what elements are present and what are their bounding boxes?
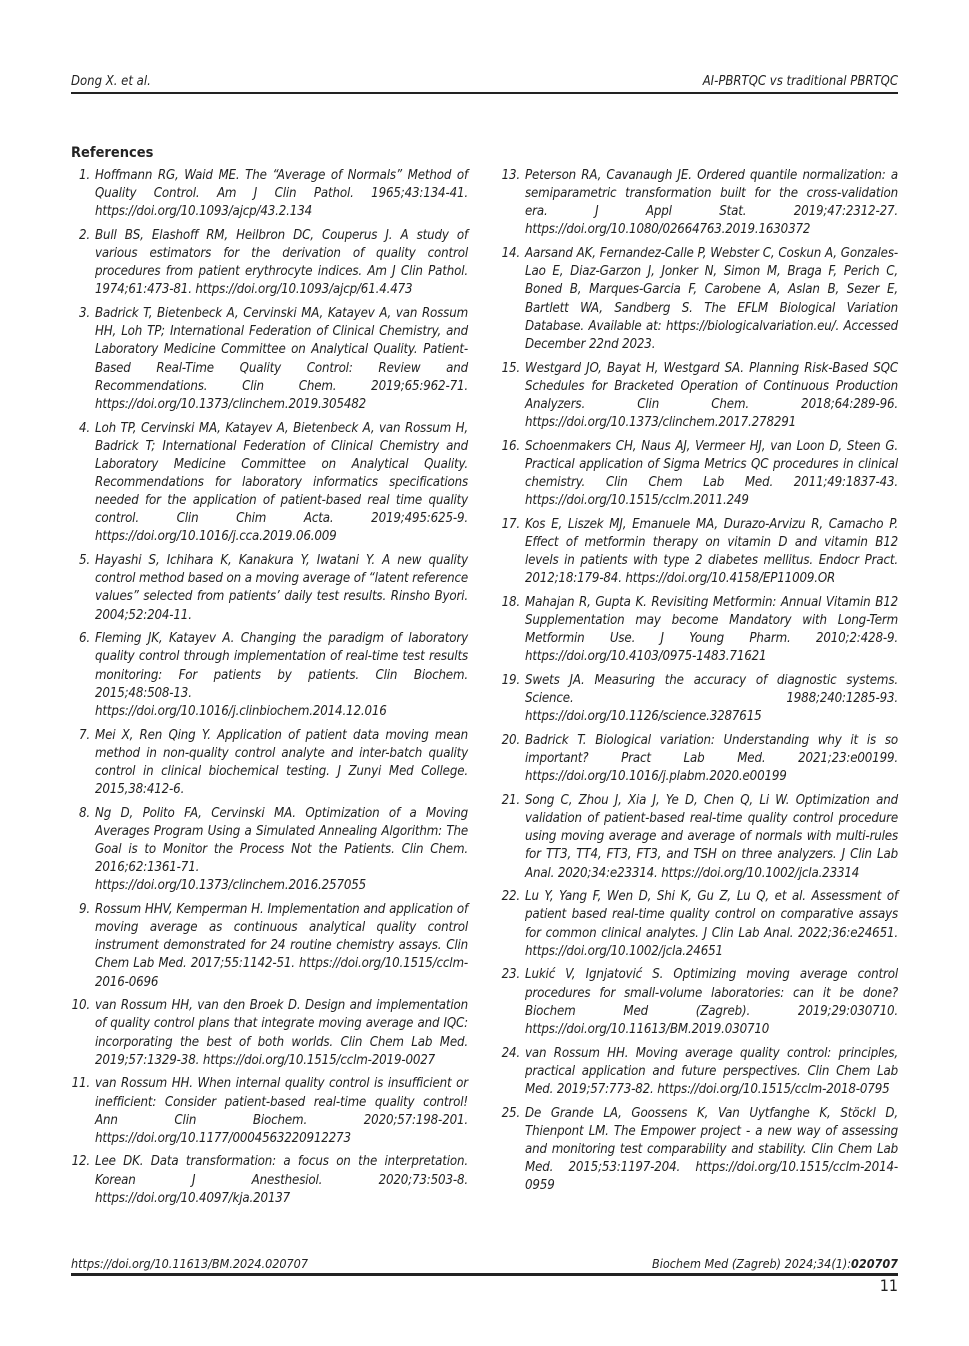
footer-citation — [652, 1256, 898, 1271]
reference-item — [500, 1045, 898, 1099]
footer-journal: Biochem Med (Zagreb) 2024;34(1): — [652, 1256, 852, 1271]
reference-text: Kos E, Liszek MJ, Emanuele MA, Durazo-Arvizu R, Camacho P. Effect of metformin therapy on vitamin D and vitamin B12 levels in patients with type 2 diabetes mellitus. Endocr Pract. 2012;18:179-84. https://doi.org/10.4158/EP11009.OR — [525, 516, 898, 587]
reference-item — [70, 227, 468, 300]
reference-number: 18. — [501, 594, 520, 610]
reference-number: 10. — [71, 998, 90, 1014]
reference-number: 7. — [78, 727, 90, 743]
reference-text: Westgard JO, Bayat H, Westgard SA. Planning Risk-Based SQC Schedules for Bracketed Operation of Continuous Production Analyzers. Clin Chem. 2018;64:289-96. https://doi.org/10.1373/clinchem.2017.278291 — [525, 360, 898, 431]
reference-item — [70, 305, 468, 414]
reference-item — [500, 732, 898, 786]
footer-doi[interactable]: https://doi.org/10.11613/BM.2024.020707 — [71, 1256, 308, 1271]
reference-item — [70, 552, 468, 625]
footer-article-number: 020707 — [851, 1256, 898, 1271]
reference-text: van Rossum HH, van den Broek D. Design and implementation of quality control plans that integrate moving average and IQC: incorporating the best of both worlds. Clin Chem Lab Med. 2019;57:1329-38. https://doi.org/10.1515/cclm-2019-0027 — [95, 998, 468, 1068]
running-header — [71, 72, 898, 94]
reference-number: 23. — [501, 967, 520, 983]
reference-number: 25. — [501, 1105, 520, 1121]
reference-number: 11. — [71, 1076, 90, 1092]
reference-text: Badrick T. Biological variation: Understanding why it is so important? Pract Lab Med. 2021;23:e00199. https://doi.org/10.1016/j.plabm.2020.e00199 — [525, 733, 898, 785]
reference-item — [500, 516, 898, 589]
reference-text: Hayashi S, Ichihara K, Kanakura Y, Iwatani Y. A new quality control method based on a moving average of “latent reference values” selected from patients’ daily test results. Rinsho Byori. 2004;52:204-11. — [95, 553, 468, 623]
reference-number: 4. — [78, 420, 90, 436]
reference-text: Ng D, Polito FA, Cervinski MA. Optimization of a Moving Averages Program Using a Simulated Annealing Algorithm: The Goal is to Monitor the Process Not the Patients. Clin Chem. 2016;62:1361-71. https://doi.org/10.1373/clinchem.2016.257055 — [95, 805, 468, 894]
reference-number: 17. — [501, 516, 520, 532]
reference-text: Badrick T, Bietenbeck A, Cervinski MA, Katayev A, van Rossum HH, Loh TP; International Federation of Clinical Chemistry, and Laboratory Medicine Committee on Analytical Quality. Patient-Based Real-Time Quality Control: Review and Recommendations. Clin Chem. 2019;65:962-71. https://doi.org/10.1373/clinchem.2019.305482 — [95, 306, 468, 412]
reference-text: Lukić V, Ignjatović S. Optimizing moving average control procedures for small-volume laboratories: can it be done? Biochem Med (Zagreb). 2019;29:030710. https://doi.org/10.11613/BM.2019.030710 — [525, 967, 898, 1037]
reference-item — [500, 594, 898, 667]
reference-item — [70, 727, 468, 800]
reference-number: 14. — [501, 246, 520, 262]
reference-text: van Rossum HH. When internal quality control is insufficient or inefficient: Consider patient-based real-time quality control! Ann Clin Biochem. 2020;57:198-201. https://doi.org/10.1177/0004563220912273 — [95, 1076, 468, 1146]
reference-text: Song C, Zhou J, Xia J, Ye D, Chen Q, Li W. Optimization and validation of patient-based real-time quality control procedure using moving average and average of normals with multi-rules for TT3, TT4, FT3, FT3, and TSH on three analyzers. J Clin Lab Anal. 2020;34:e23314. https://doi.org/10.1002/jcla.23314 — [525, 793, 898, 881]
reference-text: Schoenmakers CH, Naus AJ, Vermeer HJ, van Loon D, Steen G. Practical application of Sigma Metrics QC procedures in clinical chemistry. Clin Chem Lab Med. 2011;49:1837-43. https://doi.org/10.1515/cclm.2011.249 — [525, 438, 898, 509]
reference-item — [500, 438, 898, 511]
section-title: References — [71, 145, 154, 161]
reference-text: Rossum HHV, Kemperman H. Implementation and application of moving average as continuous analytical quality control instrument demonstrated for 24 routine chemistry assays. Clin Chem Lab Med. 2017;55:1142-51. https://doi.org/10.1515/cclm-2016-0696 — [95, 901, 468, 990]
reference-text: Lu Y, Yang F, Wen D, Shi K, Gu Z, Lu Q, et al. Assessment of patient based real-time quality control on comparative assays for common clinical analytes. J Clin Lab Anal. 2022;36:e24651. https://doi.org/10.1002/jcla.24651 — [525, 889, 898, 959]
reference-text: Bull BS, Elashoff RM, Heilbron DC, Couperus J. A study of various estimators for the derivation of quality control procedures from patient erythrocyte indices. Am J Clin Pathol. 1974;61:473-81. https://doi.org/10.1093/ajcp/61.4.473 — [95, 227, 468, 298]
header-short-title: AI-PBRTQC vs traditional PBRTQC — [702, 74, 898, 89]
reference-item — [500, 792, 898, 883]
reference-number: 6. — [78, 631, 90, 647]
reference-text: Aarsand AK, Fernandez-Calle P, Webster C, Coskun A, Gonzales-Lao E, Diaz-Garzon J, Jonker N, Simon M, Braga F, Perich C, Boned B, Marques-Garcia F, Carobene A, Aslan B, Sezer E, Bartlett WA, Sandberg S. The EFLM Biological Variation Database. Available at: https://biologicalvariation.eu/. Accessed December 22nd 2023. — [525, 246, 898, 352]
reference-item — [500, 672, 898, 726]
reference-item — [500, 966, 898, 1039]
reference-item — [70, 901, 468, 992]
reference-text: Swets JA. Measuring the accuracy of diagnostic systems. Science. 1988;240:1285-93. https://doi.org/10.1126/science.3287615 — [525, 673, 898, 725]
references-column-right — [500, 167, 898, 1201]
reference-item — [70, 805, 468, 896]
reference-number: 2. — [78, 227, 90, 243]
reference-number: 16. — [501, 438, 520, 454]
reference-item — [70, 1075, 468, 1148]
reference-number: 9. — [78, 901, 90, 917]
reference-item — [70, 420, 468, 547]
reference-item — [500, 1105, 898, 1196]
reference-item — [500, 167, 898, 240]
page-number: 11 — [879, 1276, 898, 1295]
reference-number: 19. — [501, 673, 520, 689]
reference-item — [70, 167, 468, 221]
reference-text: De Grande LA, Goossens K, Van Uytfanghe K, Stöckl D, Thienpont LM. The Empower project - a new way of assessing and monitoring test comparability and stability. Clin Chem Lab Med. 2015;53:1197-204. https://doi.org/10.1515/cclm-2014-0959 — [525, 1105, 898, 1194]
reference-text: Loh TP, Cervinski MA, Katayev A, Bietenbeck A, van Rossum H, Badrick T; International Federation of Clinical Chemistry and Laboratory Medicine Committee on Analytical Quality. Recommendations for laboratory informatics specifications needed for the application of patient-based real time quality control. Clin Chim Acta. 2019;495:625-9. https://doi.org/10.1016/j.cca.2019.06.009 — [95, 420, 468, 545]
reference-number: 5. — [78, 553, 90, 569]
reference-text: Peterson RA, Cavanaugh JE. Ordered quantile normalization: a semiparametric transformation built for the cross-validation era. J Appl Stat. 2019;47:2312-27. https://doi.org/10.1080/02664763.2019.1630372 — [525, 168, 898, 238]
reference-item — [500, 245, 898, 354]
reference-item — [70, 997, 468, 1070]
reference-text: Hoffmann RG, Waid ME. The “Average of Normals” Method of Quality Control. Am J Clin Pathol. 1965;43:134-41. https://doi.org/10.1093/ajcp/43.2.134 — [95, 168, 468, 220]
reference-number: 1. — [78, 168, 90, 183]
reference-number: 12. — [71, 1154, 90, 1170]
header-authors: Dong X. et al. — [71, 74, 151, 89]
reference-item — [500, 360, 898, 433]
reference-text: Mahajan R, Gupta K. Revisiting Metformin: Annual Vitamin B12 Supplementation may become Mandatory with Long-Term Metformin Use. J Young Pharm. 2010;2:428-9. https://doi.org/10.4103/0975-1483.71621 — [525, 594, 898, 665]
reference-text: Fleming JK, Katayev A. Changing the paradigm of laboratory quality control through implementation of real-time test results monitoring: For patients by patients. Clin Biochem. 2015;48:508-13. https://doi.org/10.1016/j.clinbiochem.2014.12.016 — [95, 631, 468, 719]
reference-item — [70, 630, 468, 721]
reference-item — [70, 1153, 468, 1207]
reference-number: 3. — [78, 306, 90, 322]
reference-number: 24. — [501, 1045, 520, 1061]
reference-number: 22. — [501, 889, 520, 905]
reference-number: 8. — [78, 805, 90, 821]
reference-number: 20. — [501, 733, 520, 749]
reference-text: Lee DK. Data transformation: a focus on the interpretation. Korean J Anesthesiol. 2020;73:503-8. https://doi.org/10.4097/kja.20137 — [95, 1154, 468, 1206]
reference-text: van Rossum HH. Moving average quality control: principles, practical application and future perspectives. Clin Chem Lab Med. 2019;57:773-82. https://doi.org/10.1515/cclm-2018-0795 — [525, 1045, 898, 1097]
running-footer — [71, 1255, 898, 1276]
reference-number: 21. — [501, 793, 520, 808]
reference-text: Mei X, Ren Qing Y. Application of patient data moving mean method in non-quality control analyte and inter-batch quality control in clinical biochemical testing. J Zunyi Med College. 2015,38:412-6. — [95, 727, 468, 797]
reference-number: 15. — [501, 360, 520, 376]
reference-number: 13. — [501, 168, 520, 183]
reference-item — [500, 888, 898, 961]
references-column-left — [70, 167, 468, 1213]
